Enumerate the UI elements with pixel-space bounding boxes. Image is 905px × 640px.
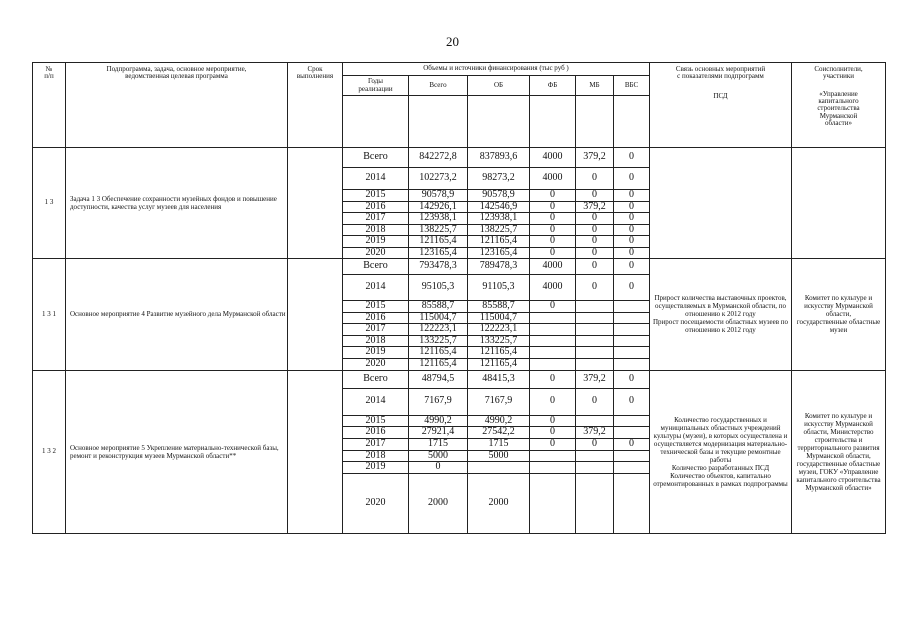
cell-total: 133225,7 — [409, 335, 468, 347]
cell-fb: 0 — [530, 438, 576, 450]
table-row — [33, 148, 886, 168]
cell-mb: 0 — [576, 438, 614, 450]
text-line: Количество государственных и муниципальных областных учреждений культуры (музеи), в которых осуществлена и осуществляется модернизация материально-технической базы и текущие ремонтные работы — [653, 415, 788, 464]
text-line: Комитет по культуре и искусству Мурманской области, — [804, 294, 873, 319]
row-index: 1 3 2 — [33, 370, 66, 534]
header-spacer — [576, 96, 614, 148]
cell-year: 2020 — [343, 247, 409, 259]
cell-fb: 0 — [530, 247, 576, 259]
cell-total: 7167,9 — [409, 388, 468, 415]
row-title: Задача 1 3 Обеспечение сохранности музейных фондов и повышение доступности, качества услуг музеев для населения — [66, 148, 288, 259]
cell-mb: 0 — [576, 236, 614, 248]
header-no — [33, 63, 66, 148]
cell-ob: 121165,4 — [468, 236, 530, 248]
cell-total: 142926,1 — [409, 201, 468, 213]
cell-mb — [576, 324, 614, 336]
cell-fb: 4000 — [530, 148, 576, 168]
cell-year: 2016 — [343, 427, 409, 439]
row-link — [650, 370, 792, 534]
cell-vbs: 0 — [614, 236, 650, 248]
cell-ob: 85588,7 — [468, 301, 530, 313]
cell-vbs — [614, 427, 650, 439]
row-link — [650, 148, 792, 259]
cell-fb: 0 — [530, 201, 576, 213]
cell-vbs — [614, 358, 650, 370]
cell-ob: 121165,4 — [468, 358, 530, 370]
cell-mb — [576, 415, 614, 427]
cell-vbs: 0 — [614, 168, 650, 190]
cell-ob: 91105,3 — [468, 275, 530, 301]
row-participants — [792, 259, 886, 371]
cell-total: 842272,8 — [409, 148, 468, 168]
cell-vbs: 0 — [614, 224, 650, 236]
cell-year: 2015 — [343, 301, 409, 313]
text-line: Соисполнители, — [814, 65, 863, 73]
text-line: ведомственная целевая программа — [125, 72, 228, 81]
text-line: «Управление — [819, 89, 858, 98]
header-spacer — [409, 96, 468, 148]
cell-fb: 0 — [530, 224, 576, 236]
cell-mb: 0 — [576, 168, 614, 190]
cell-year: 2014 — [343, 275, 409, 301]
text-line: выполнения — [296, 72, 334, 81]
cell-total: 0 — [409, 462, 468, 474]
header-spacer — [614, 96, 650, 148]
cell-ob: 27542,2 — [468, 427, 530, 439]
cell-fb — [530, 335, 576, 347]
cell-mb: 0 — [576, 275, 614, 301]
row-index: 1 3 1 — [33, 259, 66, 371]
cell-year: Всего — [343, 148, 409, 168]
cell-year: 2020 — [343, 474, 409, 534]
cell-total: 1715 — [409, 438, 468, 450]
cell-ob: 142546,9 — [468, 201, 530, 213]
cell-mb — [576, 462, 614, 474]
cell-vbs — [614, 301, 650, 313]
cell-fb — [530, 450, 576, 462]
text-line: Количество разработанных ПСД — [671, 463, 770, 472]
page-number: 20 — [446, 34, 459, 49]
header-total: Всего — [409, 76, 468, 96]
cell-mb: 379,2 — [576, 370, 614, 388]
cell-total: 121165,4 — [409, 358, 468, 370]
cell-ob — [468, 462, 530, 474]
text-line: Связь основных мероприятий — [675, 65, 766, 73]
cell-fb: 0 — [530, 427, 576, 439]
row-link — [650, 259, 792, 371]
cell-total: 115004,7 — [409, 312, 468, 324]
cell-year: 2015 — [343, 415, 409, 427]
row-participants — [792, 148, 886, 259]
cell-ob: 2000 — [468, 474, 530, 534]
cell-mb: 379,2 — [576, 148, 614, 168]
header-spacer — [343, 96, 409, 148]
header-subprogram — [66, 63, 288, 148]
text-line: Прирост количества выставочных проектов, осуществляемых в Мурманской области, по отношению к 2012 году — [654, 294, 787, 319]
cell-year: 2017 — [343, 213, 409, 225]
cell-total: 48794,5 — [409, 370, 468, 388]
header-funding: Объемы и источники финансирования (тыс руб ) — [343, 63, 650, 76]
cell-year: 2019 — [343, 462, 409, 474]
cell-vbs: 0 — [614, 388, 650, 415]
row-title: Основное мероприятие 5 Укрепление материально-технической базы, ремонт и реконструкция музеев Мурманской области** — [66, 370, 288, 534]
cell-ob: 98273,2 — [468, 168, 530, 190]
table-row — [33, 259, 886, 275]
header-coexec — [792, 63, 886, 148]
cell-ob: 48415,3 — [468, 370, 530, 388]
text-line: Мурманской — [819, 111, 858, 120]
row-term — [288, 259, 343, 371]
cell-ob: 123938,1 — [468, 213, 530, 225]
header-spacer — [530, 96, 576, 148]
row-term — [288, 148, 343, 259]
text-line: п/п — [44, 72, 54, 81]
cell-total: 85588,7 — [409, 301, 468, 313]
cell-total: 123938,1 — [409, 213, 468, 225]
cell-mb: 379,2 — [576, 427, 614, 439]
cell-year: 2016 — [343, 201, 409, 213]
cell-fb — [530, 312, 576, 324]
header-spacer — [468, 96, 530, 148]
row-term — [288, 370, 343, 534]
cell-year: 2020 — [343, 358, 409, 370]
cell-total: 2000 — [409, 474, 468, 534]
cell-vbs — [614, 312, 650, 324]
cell-total: 5000 — [409, 450, 468, 462]
cell-total: 4990,2 — [409, 415, 468, 427]
row-participants — [792, 370, 886, 534]
header-years — [343, 76, 409, 96]
row-index: 1 3 — [33, 148, 66, 259]
budget-table — [32, 62, 886, 534]
cell-year: 2014 — [343, 168, 409, 190]
cell-fb: 0 — [530, 415, 576, 427]
cell-vbs — [614, 324, 650, 336]
header-ob: ОБ — [468, 76, 530, 96]
cell-fb — [530, 462, 576, 474]
text-line: Комитет по культуре и искусству Мурманской области, Министерство строительства и территориального развития Мурманской области, государственные областные музеи, ГОКУ «Управление капитального строительства Мурманской области» — [796, 411, 881, 492]
cell-mb — [576, 301, 614, 313]
cell-mb — [576, 335, 614, 347]
cell-ob: 133225,7 — [468, 335, 530, 347]
cell-vbs — [614, 450, 650, 462]
cell-fb: 0 — [530, 236, 576, 248]
cell-vbs: 0 — [614, 438, 650, 450]
cell-year: 2014 — [343, 388, 409, 415]
cell-fb: 0 — [530, 388, 576, 415]
cell-ob: 90578,9 — [468, 190, 530, 202]
cell-fb — [530, 474, 576, 534]
cell-vbs: 0 — [614, 275, 650, 301]
text-line: участники — [823, 72, 854, 81]
cell-ob: 4990,2 — [468, 415, 530, 427]
cell-vbs: 0 — [614, 190, 650, 202]
cell-vbs — [614, 347, 650, 359]
cell-vbs — [614, 415, 650, 427]
cell-fb: 4000 — [530, 275, 576, 301]
cell-total: 27921,4 — [409, 427, 468, 439]
text-line: Прирост посещаемости областных музеев по отношению к 2012 году — [652, 318, 789, 335]
row-title: Основное мероприятие 4 Развитие музейного дела Мурманской области — [66, 259, 288, 371]
cell-fb: 4000 — [530, 168, 576, 190]
cell-year: 2018 — [343, 224, 409, 236]
text-line: капитального — [818, 97, 859, 106]
cell-year: 2017 — [343, 324, 409, 336]
cell-vbs: 0 — [614, 201, 650, 213]
cell-total: 123165,4 — [409, 247, 468, 259]
cell-ob: 138225,7 — [468, 224, 530, 236]
text-line: государственные областные музеи — [796, 318, 881, 335]
header-term — [288, 63, 343, 148]
cell-vbs: 0 — [614, 370, 650, 388]
cell-total: 121165,4 — [409, 347, 468, 359]
cell-ob: 122223,1 — [468, 324, 530, 336]
cell-vbs — [614, 474, 650, 534]
cell-ob: 837893,6 — [468, 148, 530, 168]
header-link: Связь основных мероприятий с показателями подпрограмм ПСД — [650, 63, 792, 148]
cell-mb: 0 — [576, 247, 614, 259]
cell-mb — [576, 450, 614, 462]
cell-fb — [530, 358, 576, 370]
cell-vbs: 0 — [614, 213, 650, 225]
cell-mb: 379,2 — [576, 201, 614, 213]
cell-ob: 7167,9 — [468, 388, 530, 415]
cell-year: 2016 — [343, 312, 409, 324]
cell-mb: 0 — [576, 190, 614, 202]
text-line: области» — [825, 119, 852, 128]
cell-ob: 123165,4 — [468, 247, 530, 259]
cell-year: Всего — [343, 370, 409, 388]
cell-vbs: 0 — [614, 247, 650, 259]
cell-ob: 789478,3 — [468, 259, 530, 275]
cell-fb: 0 — [530, 301, 576, 313]
cell-total: 90578,9 — [409, 190, 468, 202]
cell-ob: 5000 — [468, 450, 530, 462]
text-line: строительства — [817, 104, 860, 113]
cell-year: 2015 — [343, 190, 409, 202]
text-line: Срок — [307, 65, 323, 73]
cell-mb — [576, 347, 614, 359]
cell-fb: 0 — [530, 213, 576, 225]
text-line: Количество объектов, капитально отремонтированных в рамках подпрограммы — [653, 471, 788, 488]
cell-ob: 1715 — [468, 438, 530, 450]
cell-total: 138225,7 — [409, 224, 468, 236]
cell-mb — [576, 312, 614, 324]
cell-mb — [576, 474, 614, 534]
cell-year: 2018 — [343, 335, 409, 347]
cell-fb: 0 — [530, 190, 576, 202]
cell-vbs — [614, 462, 650, 474]
text-line: с показателями подпрограмм — [677, 72, 764, 81]
text-line: реализации — [358, 84, 393, 93]
text-line: № — [45, 65, 53, 73]
cell-total: 122223,1 — [409, 324, 468, 336]
cell-mb — [576, 358, 614, 370]
cell-year: 2019 — [343, 347, 409, 359]
table-row — [33, 370, 886, 388]
cell-year: 2019 — [343, 236, 409, 248]
cell-vbs: 0 — [614, 259, 650, 275]
cell-vbs — [614, 335, 650, 347]
cell-total: 793478,3 — [409, 259, 468, 275]
cell-year: 2018 — [343, 450, 409, 462]
cell-fb — [530, 347, 576, 359]
cell-year: 2017 — [343, 438, 409, 450]
cell-ob: 121165,4 — [468, 347, 530, 359]
cell-total: 102273,2 — [409, 168, 468, 190]
cell-mb: 0 — [576, 224, 614, 236]
header-mb: МБ — [576, 76, 614, 96]
cell-total: 95105,3 — [409, 275, 468, 301]
cell-ob: 115004,7 — [468, 312, 530, 324]
cell-mb: 0 — [576, 388, 614, 415]
text-line: Годы — [368, 77, 383, 86]
cell-mb: 0 — [576, 213, 614, 225]
text-line: Подпрограмма, задача, основное мероприятие, — [106, 65, 247, 73]
header-fb: ФБ — [530, 76, 576, 96]
cell-mb: 0 — [576, 259, 614, 275]
cell-total: 121165,4 — [409, 236, 468, 248]
cell-fb: 0 — [530, 370, 576, 388]
cell-vbs: 0 — [614, 148, 650, 168]
cell-fb — [530, 324, 576, 336]
header-vbs: ВБС — [614, 76, 650, 96]
cell-fb: 4000 — [530, 259, 576, 275]
cell-year: Всего — [343, 259, 409, 275]
